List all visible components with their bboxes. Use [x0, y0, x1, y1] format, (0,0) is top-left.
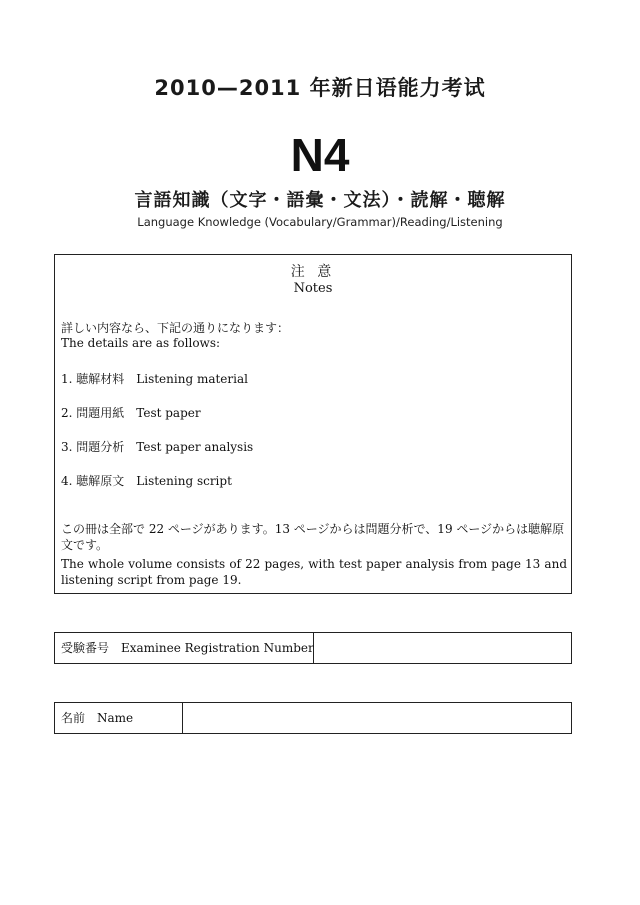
notes-item-2: 2. 問題用紙 Test paper — [61, 406, 201, 420]
notes-box — [54, 254, 572, 594]
exam-level: N4 — [290, 129, 350, 181]
exam-year-title: 2010—2011 年新日语能力考试 — [154, 76, 486, 100]
name-label: 名前 Name — [55, 703, 183, 733]
notes-title-ja: 注 意 — [290, 264, 336, 280]
notes-footer-en: The whole volume consists of 22 pages, with test paper analysis from page 13 and listening script from page 19. — [61, 557, 567, 587]
name-input[interactable] — [183, 703, 571, 733]
notes-intro-en: The details are as follows: — [61, 336, 221, 350]
notes-footer-ja: この冊は全部で 22 ページがあります。13 ページからは問題分析で、19 ページからは聴解原文です。 — [61, 522, 565, 552]
notes-intro-ja: 詳しい内容なら、下記の通りになります： — [61, 321, 290, 335]
subtitle-english: Language Knowledge (Vocabulary/Grammar)/Reading/Listening — [137, 215, 503, 229]
notes-title-en: Notes — [293, 281, 333, 296]
notes-item-3: 3. 問題分析 Test paper analysis — [61, 440, 254, 454]
registration-number-field — [54, 632, 572, 664]
name-field — [54, 702, 572, 734]
notes-item-4: 4. 聴解原文 Listening script — [61, 474, 232, 488]
registration-number-input[interactable] — [314, 633, 571, 663]
registration-number-label: 受験番号 Examinee Registration Number — [55, 633, 314, 663]
notes-item-1: 1. 聴解材料 Listening material — [61, 372, 248, 386]
subtitle-japanese: 言語知識（文字・語彙・文法）・読解・聴解 — [134, 190, 506, 211]
